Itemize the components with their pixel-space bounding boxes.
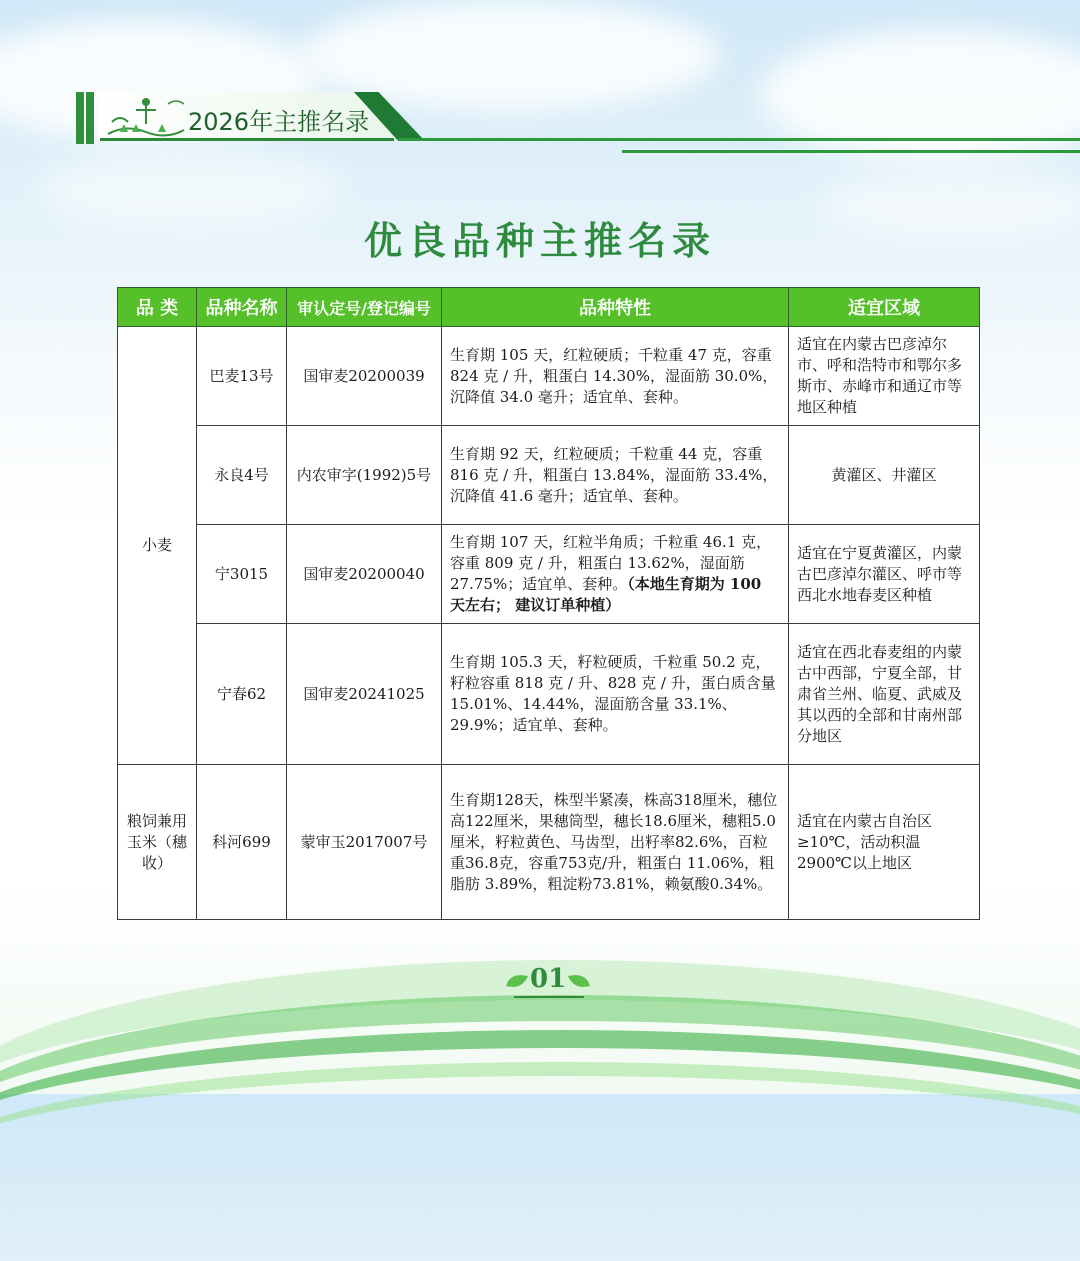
traits-cell — [442, 525, 789, 624]
registration-code: 内农审字(1992)5号 — [287, 426, 442, 525]
variety-name: 科河699 — [197, 765, 287, 920]
variety-name: 巴麦13号 — [197, 327, 287, 426]
table-row — [118, 624, 980, 765]
table-row — [118, 525, 980, 624]
region-cell: 黄灌区、井灌区 — [789, 426, 980, 525]
traits-text: 生育期128天，株型半紧凑，株高318厘米，穗位高122厘米，果穗筒型，穗长18.6厘米，穗粗5.0厘米，籽粒黄色、马齿型，出籽率82.6%，百粒重36.8克，容重753克/升，粗蛋白 11.06%，粗脂肪 3.89%，粗淀粉73.81%，赖氨酸0.34%。 — [450, 790, 778, 893]
traits-cell — [442, 624, 789, 765]
traits-cell — [442, 765, 789, 920]
variety-name: 宁3015 — [197, 525, 287, 624]
green-wave — [0, 1062, 1080, 1256]
traits-cell — [442, 426, 789, 525]
table-row — [118, 426, 980, 525]
variety-table — [117, 287, 980, 920]
traits-text: 生育期 105.3 天，籽粒硬质，千粒重 50.2 克，籽粒容重 818 克 / 升、828 克 / 升，蛋白质含量 15.01%、14.44%，湿面筋含量 33.1%、29.9%；适宜单、套种。 — [450, 653, 776, 734]
page-number — [500, 962, 596, 1002]
leaf-icon — [504, 972, 530, 990]
region-cell: 适宜在内蒙古巴彦淖尔市、呼和浩特市和鄂尔多斯市、赤峰市和通辽市等地区种植 — [789, 327, 980, 426]
page-title: 优良品种主推名录 — [363, 219, 716, 263]
col-header-traits: 品种特性 — [442, 288, 789, 327]
registration-code: 蒙审玉2017007号 — [287, 765, 442, 920]
banner-bar — [86, 92, 94, 144]
traits-text: 生育期 107 天，红粒半角质；千粒重 46.1 克，容重 809 克 / 升，粗蛋白 13.62%，湿面筋 27.75%；适宜单、套种。 — [450, 533, 772, 593]
leaf-icon — [566, 972, 592, 990]
table-row — [118, 327, 980, 426]
banner-title: 2026年主推名录 — [188, 108, 370, 136]
farm-icon — [106, 94, 186, 138]
variety-name: 宁春62 — [197, 624, 287, 765]
table-header-row — [118, 288, 980, 327]
banner-bar — [76, 92, 84, 144]
traits-note: （本地生育期为 100 天左右； 建议订单种植） — [450, 575, 762, 614]
region-cell: 适宜在内蒙古自治区≥10℃，活动积温2900℃以上地区 — [789, 765, 980, 920]
table-row — [118, 765, 980, 920]
header-rule — [398, 138, 1080, 141]
col-header-code: 审认定号/登记编号 — [287, 288, 442, 327]
registration-code: 国审麦20241025 — [287, 624, 442, 765]
col-header-region: 适宜区域 — [789, 288, 980, 327]
col-header-name: 品种名称 — [197, 288, 287, 327]
traits-cell — [442, 327, 789, 426]
page-number-underline — [514, 996, 584, 998]
registration-code: 国审麦20200040 — [287, 525, 442, 624]
banner-underline — [100, 138, 394, 141]
region-cell: 适宜在宁夏黄灌区，内蒙古巴彦淖尔灌区、呼市等西北水地春麦区种植 — [789, 525, 980, 624]
registration-code: 国审麦20200039 — [287, 327, 442, 426]
variety-name: 永良4号 — [197, 426, 287, 525]
traits-text: 生育期 92 天，红粒硬质；千粒重 44 克，容重 816 克 / 升，粗蛋白 13.84%，湿面筋 33.4%，沉降值 41.6 毫升；适宜单、套种。 — [450, 444, 778, 505]
header-rule — [622, 150, 1080, 153]
category-cell: 粮饲兼用玉米（穗收） — [118, 765, 197, 920]
page-number-text: 01 — [530, 964, 567, 994]
col-header-category: 品 类 — [118, 288, 197, 327]
region-cell: 适宜在西北春麦组的内蒙古中西部，宁夏全部，甘肃省兰州、临夏、武威及其以西的全部和甘南州部分地区 — [789, 624, 980, 765]
traits-text: 生育期 105 天，红粒硬质；千粒重 47 克，容重 824 克 / 升，粗蛋白 14.30%，湿面筋 30.0%，沉降值 34.0 毫升；适宜单、套种。 — [450, 345, 778, 406]
category-cell: 小麦 — [118, 327, 197, 765]
